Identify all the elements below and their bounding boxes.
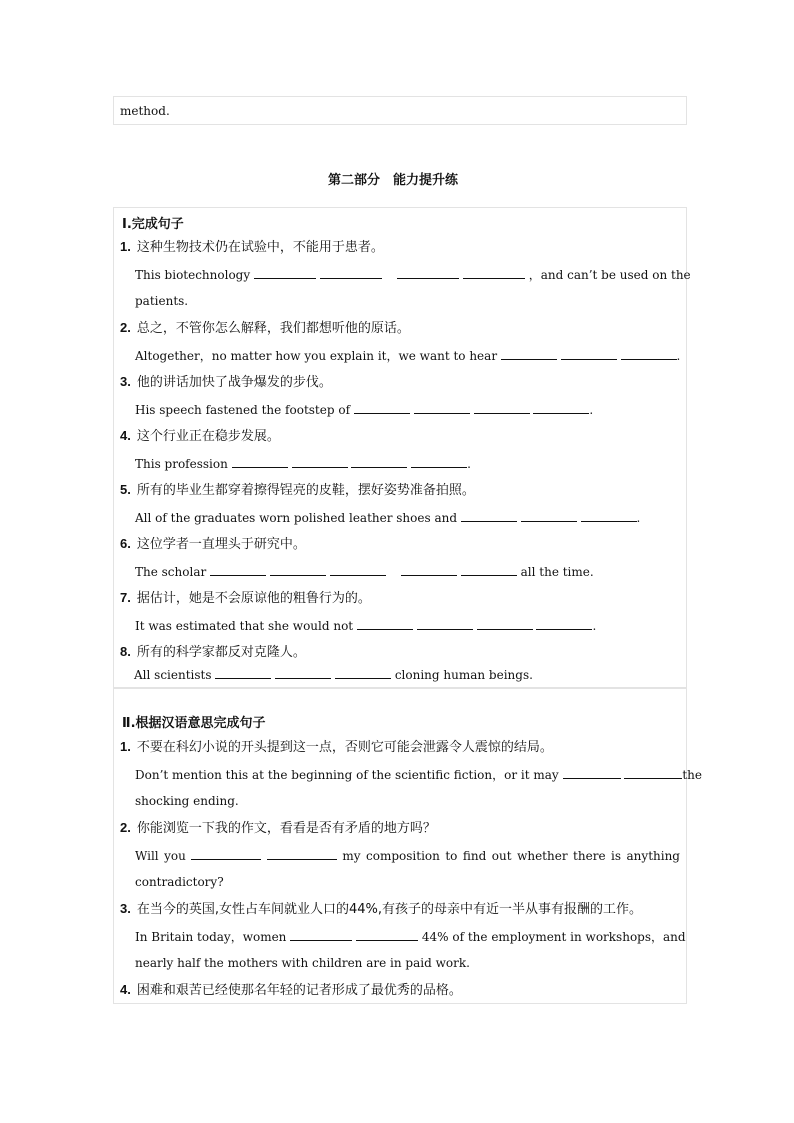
answer-blank[interactable] (414, 401, 470, 414)
top-fragment-text: method. (120, 104, 170, 118)
answer-blank[interactable] (521, 509, 577, 522)
answer-blank[interactable] (290, 928, 352, 941)
p1-q5-english: All of the graduates worn polished leather shoes and . (135, 511, 641, 525)
p2-q3-english: In Britain today，women 44% of the employment in workshops，and (135, 930, 686, 944)
answer-blank[interactable] (501, 347, 557, 360)
p2-q1-english-cont: shocking ending. (135, 794, 239, 808)
answer-blank[interactable] (320, 266, 382, 279)
p2-q2-english-cont: contradictory? (135, 875, 224, 889)
p2-q1-english: Don’t mention this at the beginning of the scientific fiction，or it may the (135, 768, 703, 782)
answer-blank[interactable] (254, 266, 316, 279)
answer-blank[interactable] (330, 563, 386, 576)
answer-blank[interactable] (292, 455, 348, 468)
answer-blank[interactable] (397, 266, 459, 279)
p1-q2-english: Altogether，no matter how you explain it，we want to hear . (135, 349, 681, 363)
p1-q7-chinese: 7. 据估计，她是不会原谅他的粗鲁行为的。 (120, 590, 371, 606)
answer-blank[interactable] (215, 666, 271, 679)
answer-blank[interactable] (536, 617, 592, 630)
p2-q2-chinese: 2. 你能浏览一下我的作文，看看是否有矛盾的地方吗？ (120, 820, 436, 836)
p2-q1-chinese: 1. 不要在科幻小说的开头提到这一点，否则它可能会泄露令人震惊的结局。 (120, 739, 553, 755)
p1-q6-chinese: 6. 这位学者一直埋头于研究中。 (120, 536, 306, 552)
p1-q3-english: His speech fastened the footstep of . (135, 403, 594, 417)
answer-blank[interactable] (561, 347, 617, 360)
answer-blank[interactable] (275, 666, 331, 679)
answer-blank[interactable] (351, 455, 407, 468)
answer-blank[interactable] (563, 766, 621, 779)
p2-q3-english-cont: nearly half the mothers with children are in paid work. (135, 956, 470, 970)
answer-blank[interactable] (356, 928, 418, 941)
p1-q3-chinese: 3. 他的讲话加快了战争爆发的步伐。 (120, 374, 332, 390)
answer-blank[interactable] (270, 563, 326, 576)
answer-blank[interactable] (461, 509, 517, 522)
answer-blank[interactable] (461, 563, 517, 576)
answer-blank[interactable] (621, 347, 677, 360)
answer-blank[interactable] (191, 847, 261, 860)
p1-q8-english: All scientists cloning human beings. (134, 668, 533, 682)
p1-q1-english-cont: patients. (135, 294, 189, 308)
answer-blank[interactable] (581, 509, 637, 522)
answer-blank[interactable] (463, 266, 525, 279)
p2-q4-chinese: 4. 困难和艰苦已经使那名年轻的记者形成了最优秀的品格。 (120, 982, 462, 998)
answer-blank[interactable] (357, 617, 413, 630)
p1-q8-chinese: 8. 所有的科学家都反对克隆人。 (120, 644, 306, 660)
answer-blank[interactable] (474, 401, 530, 414)
p1-q7-english: It was estimated that she would not . (135, 619, 597, 633)
answer-blank[interactable] (232, 455, 288, 468)
answer-blank[interactable] (335, 666, 391, 679)
p1-q4-english: This profession . (135, 457, 471, 471)
part1-heading: Ⅰ.完成句子 (122, 217, 184, 232)
answer-blank[interactable] (354, 401, 410, 414)
p1-q6-english: The scholar all the time. (135, 565, 594, 579)
answer-blank[interactable] (401, 563, 457, 576)
p2-q2-english: Will you my composition to find out whether there is anything (135, 849, 680, 863)
answer-blank[interactable] (411, 455, 467, 468)
answer-blank[interactable] (267, 847, 337, 860)
answer-blank[interactable] (477, 617, 533, 630)
p1-q2-chinese: 2. 总之，不管你怎么解释，我们都想听他的原话。 (120, 320, 410, 336)
part2-heading: Ⅱ.根据汉语意思完成句子 (122, 716, 266, 731)
answer-blank[interactable] (533, 401, 589, 414)
answer-blank[interactable] (624, 766, 682, 779)
answer-blank[interactable] (417, 617, 473, 630)
p2-q3-chinese: 3. 在当今的英国,女性占车间就业人口的44%,有孩子的母亲中有近一半从事有报酬的工作。 (120, 901, 643, 917)
section-title: 第二部分 能力提升练 (328, 173, 459, 188)
p1-q1-chinese: 1. 这种生物技术仍在试验中，不能用于患者。 (120, 239, 384, 255)
p1-q5-chinese: 5. 所有的毕业生都穿着擦得锃亮的皮鞋，摆好姿势准备拍照。 (120, 482, 475, 498)
p1-q4-chinese: 4. 这个行业正在稳步发展。 (120, 428, 280, 444)
answer-blank[interactable] (210, 563, 266, 576)
p1-q1-english: This biotechnology ，and can’t be used on the (135, 268, 691, 282)
